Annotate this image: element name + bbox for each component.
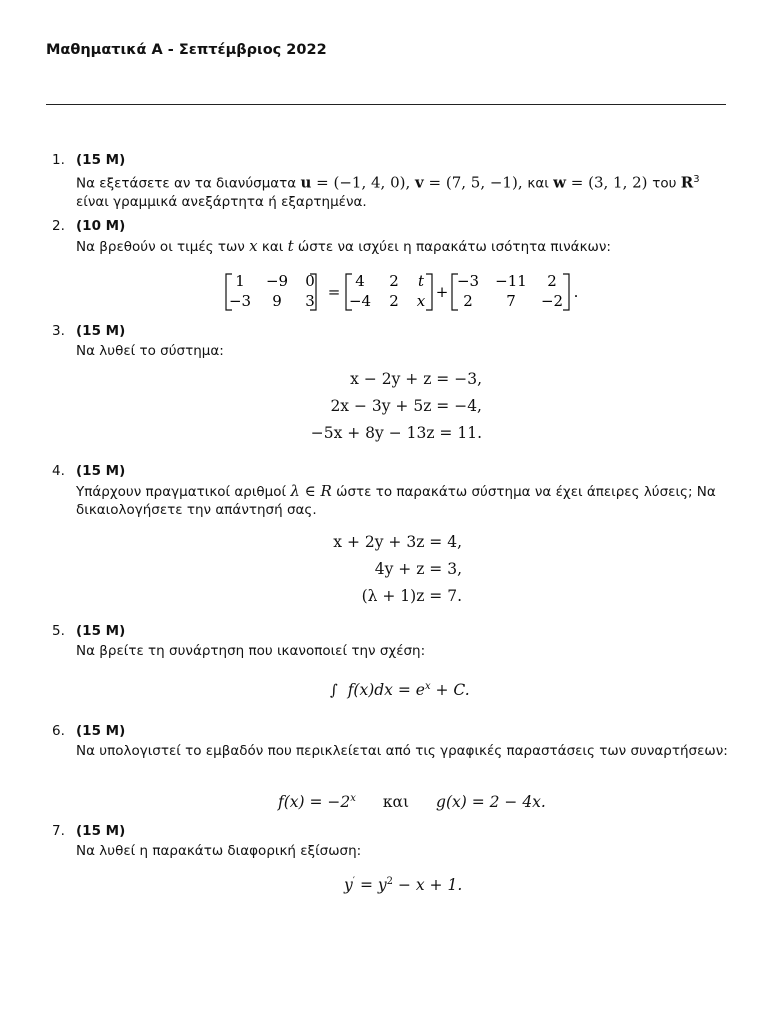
matrix-a-r2c1: −3 [228, 292, 252, 310]
problem-number: 7. [52, 823, 65, 839]
matrix-c-r1c1: −3 [456, 272, 480, 290]
matrix-b-r2c1: −4 [348, 292, 372, 310]
matrix-equation [210, 268, 590, 316]
equation-7: $y' = y^2 - x + 1$. [344, 876, 463, 894]
problem-statement: Να βρείτε τη συνάρτηση που ικανοποιεί την σχέση: [76, 643, 426, 659]
system-4 [320, 533, 462, 613]
problem-number: 5. [52, 623, 65, 639]
problem-points: (15 M) [76, 723, 126, 739]
system-3-eq3: −5x + 8y − 13z = 11. [310, 424, 482, 442]
problem-statement: Να λυθεί η παρακάτω διαφορική εξίσωση: [76, 843, 362, 859]
system-3 [300, 370, 482, 450]
integral-sign: ∫ [330, 681, 338, 699]
equals-sign: = [327, 283, 341, 301]
matrix-a-r1c3: 0 [305, 272, 315, 290]
matrix-a-r2c3: 3 [305, 292, 315, 310]
matrix-b-r2c2: 2 [389, 292, 399, 310]
problem-points: (15 M) [76, 152, 126, 168]
problem-points: (15 M) [76, 823, 126, 839]
system-4-eq1: x + 2y + 3z = 4, [333, 533, 462, 551]
problem-number: 3. [52, 323, 65, 339]
matrix-c-r1c3: 2 [547, 272, 557, 290]
end-dot: . [573, 283, 579, 301]
system-4-eq2: 4y + z = 3, [374, 560, 462, 578]
plus-sign: + [435, 283, 449, 301]
problem-number: 2. [52, 218, 65, 234]
problem-statement: Να εξετάσετε αν τα διανύσματα u = (−1, 4, 0), v = (7, 5, −1), και w = (3, 1, 2) του $R^3$ είναι γραμμικά ανεξάρτητα ή εξαρτημένα. [76, 173, 700, 210]
matrix-c-r2c3: −2 [540, 292, 564, 310]
problem-statement: Υπάρχουν πραγματικοί αριθμοί λ ∈ R ώστε το παρακάτω σύστημα να έχει άπειρες λύσεις; Να δικαιολογήσετε την απάντησή σας. [76, 482, 716, 518]
matrix-c-r2c2: 7 [506, 292, 516, 310]
matrix-a-r1c2: −9 [265, 272, 289, 290]
matrix-b-r2c3: x [416, 292, 426, 310]
matrix-b-r1c2: 2 [389, 272, 399, 290]
problem-points: (15 M) [76, 463, 126, 479]
matrix-b-r1c1: 4 [355, 272, 365, 290]
equation-5: ∫ $f(x)dx = e^x + C$. [330, 681, 470, 699]
matrix-c-r1c2: −11 [495, 272, 527, 290]
problem-number: 6. [52, 723, 65, 739]
system-4-eq3: (λ + 1)z = 7. [361, 587, 462, 605]
header-title: Μαθηματικά Α - Σεπτέμβριος 2022 [46, 42, 327, 58]
equation-6: $f(x) = -2^x$ και g(x) = 2 − 4x. [278, 793, 546, 811]
problem-points: (15 M) [76, 323, 126, 339]
matrix-a-r2c2: 9 [272, 292, 282, 310]
problem-statement: Να υπολογιστεί το εμβαδόν που περικλείεται από τις γραφικές παραστάσεις των συναρτήσεων: [76, 743, 728, 759]
system-3-eq1: x − 2y + z = −3, [350, 370, 482, 388]
problem-statement: Να λυθεί το σύστημα: [76, 343, 224, 359]
problem-points: (15 M) [76, 623, 126, 639]
matrix-a-r1c1: 1 [235, 272, 245, 290]
header-rule [46, 104, 726, 105]
problem-points: (10 M) [76, 218, 126, 234]
system-3-eq2: 2x − 3y + 5z = −4, [330, 397, 482, 415]
matrix-b-r1c3: t [417, 272, 425, 290]
problem-statement: Να βρεθούν οι τιμές των x και t ώστε να ισχύει η παρακάτω ισότητα πινάκων: [76, 237, 611, 255]
problem-number: 1. [52, 152, 65, 168]
problem-number: 4. [52, 463, 65, 479]
matrix-c-r2c1: 2 [463, 292, 473, 310]
